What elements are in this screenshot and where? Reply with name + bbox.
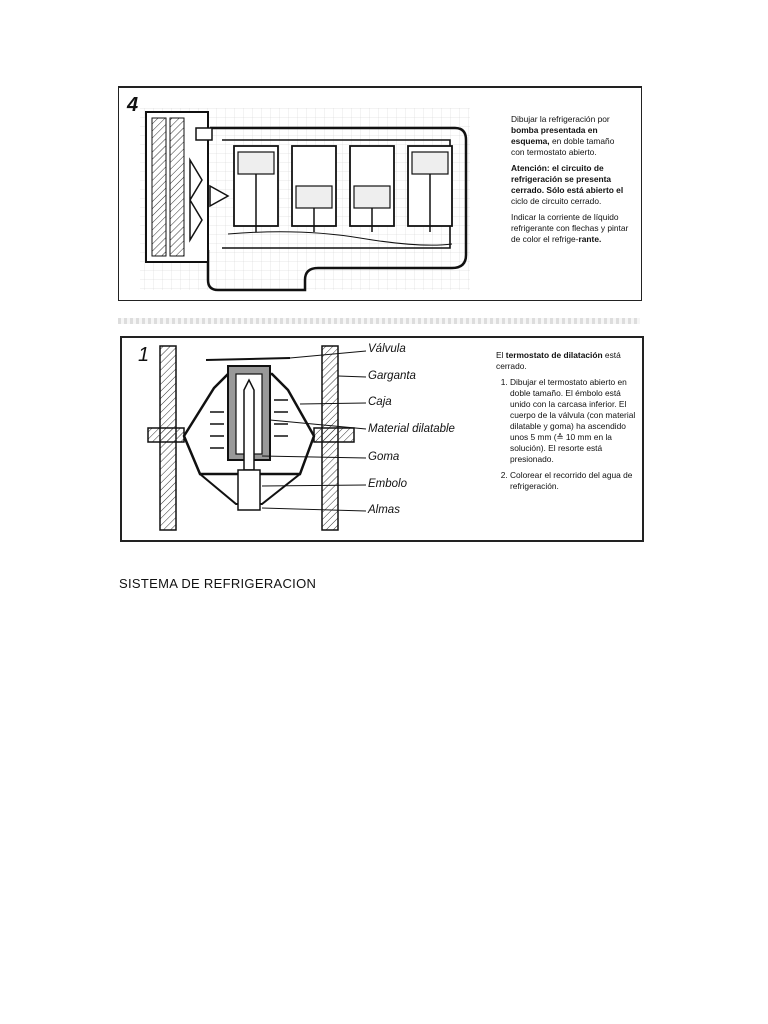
figure-number: 1 — [138, 344, 150, 366]
flange-right — [314, 428, 354, 442]
label-almas: Almas — [368, 504, 400, 516]
instruction-paragraph-1: Dibujar la refrigeración por bomba presentada en esquema, en doble tamaño con termostato abierto. — [511, 114, 615, 157]
step-item: 2. Colorear el recorrido del agua de refrigeración. — [510, 470, 638, 492]
instruction-paragraph-3: Indicar la corriente de líquido refrigerante con flechas y pintar de color el refrige-rante. — [511, 212, 629, 244]
label-caja: Caja — [368, 396, 392, 408]
label-garganta: Garganta — [368, 370, 416, 382]
plunger — [238, 470, 260, 510]
intro-text: El termostato de dilatación está cerrado. — [496, 350, 621, 371]
label-embolo: Embolo — [368, 478, 407, 490]
instruction-paragraph-2: Atención: el circuito de refrigeración se presenta cerrado. Sólo está abierto el ciclo de circuito cerrado. — [511, 163, 624, 206]
flange-left — [148, 428, 184, 442]
label-goma: Goma — [368, 451, 400, 463]
step-item: 1. Dibujar el termostato abierto en doble tamaño. El émbolo está unido con la carcasa inferior. El cuerpo de la válvula (con material dilatable y goma) ha ascendido unos 5 mm (≙ 10 mm en la solución). El resorte está presionado. — [510, 377, 638, 465]
label-material-dilatable: Material dilatable — [368, 423, 455, 435]
piston-rod — [244, 380, 254, 470]
valve-disc — [206, 358, 290, 360]
label-valvula: Válvula — [368, 343, 406, 355]
document-caption: SISTEMA DE REFRIGERACION — [119, 576, 317, 591]
figure-number: 4 — [127, 94, 139, 116]
